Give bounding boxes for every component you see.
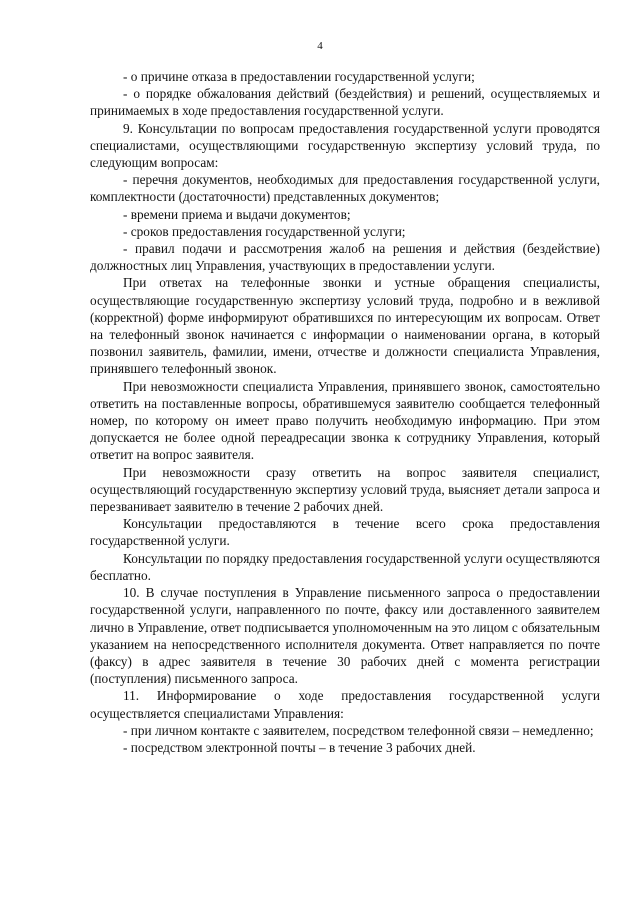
paragraph: - при личном контакте с заявителем, посредством телефонной связи – немедленно; [123,722,594,738]
paragraph: 9. Консультации по вопросам предоставления государственной услуги проводятся специалистами, осуществляющими государственную экспертизу условий труда, по следующим вопросам: [90,120,600,171]
document-body [90,68,600,756]
paragraph: - сроков предоставления государственной услуги; [123,223,406,239]
paragraph: При ответах на телефонные звонки и устные обращения специалисты, осуществляющие государственную экспертизу условий труда, подробно и в вежливой (корректной) форме информируют обратившихся по интересующим их вопросам. Ответ на телефонный звонок начинается с информации о наименовании органа, в который позвонил заявитель, фамилии, имени, отчестве и должности специалиста Управления, принявшего телефонный звонок. [90,275,600,377]
page-number: 4 [317,40,323,52]
paragraph: - времени приема и выдачи документов; [123,206,351,222]
paragraph: При невозможности сразу ответить на вопрос заявителя специалист, осуществляющий государственную экспертизу условий труда, выясняет детали запроса и перезванивает заявителю в течение 2 рабочих дней. [90,464,600,515]
paragraph: - посредством электронной почты – в течение 3 рабочих дней. [123,739,476,755]
paragraph: Консультации предоставляются в течение всего срока предоставления государственной услуги. [90,516,600,549]
paragraph: - перечня документов, необходимых для предоставления государственной услуги, комплектности (достаточности) представленных документов; [90,172,600,205]
paragraph: Консультации по порядку предоставления государственной услуги осуществляются бесплатно. [90,550,600,583]
paragraph: 11. Информирование о ходе предоставления государственной услуги осуществляется специалистами Управления: [90,688,600,721]
paragraph: При невозможности специалиста Управления, принявшего звонок, самостоятельно ответить на поставленные вопросы, обратившемуся заявителю сообщается телефонный номер, по которому он имеет право получить необходимую информацию. При этом допускается не более одной переадресации звонка к сотруднику Управления, который ответит на вопрос заявителя. [90,378,600,463]
paragraph: - о порядке обжалования действий (бездействия) и решений, осуществляемых и принимаемых в ходе предоставления государственной услуги. [90,86,600,119]
paragraph: - правил подачи и рассмотрения жалоб на решения и действия (бездействие) должностных лиц Управления, участвующих в предоставлении услуги. [90,241,600,274]
paragraph: 10. В случае поступления в Управление письменного запроса о предоставлении государственной услуги, направленного по почте, факсу или доставленного заявителем лично в Управление, ответ подписывается уполномоченным на это лицом с обязательным указанием на непосредственного исполнителя документа. Ответ направляется по почте (факсу) в адрес заявителя в течение 30 рабочих дней с момента регистрации (поступления) письменного запроса. [90,585,600,687]
paragraph: - о причине отказа в предоставлении государственной услуги; [123,69,475,84]
